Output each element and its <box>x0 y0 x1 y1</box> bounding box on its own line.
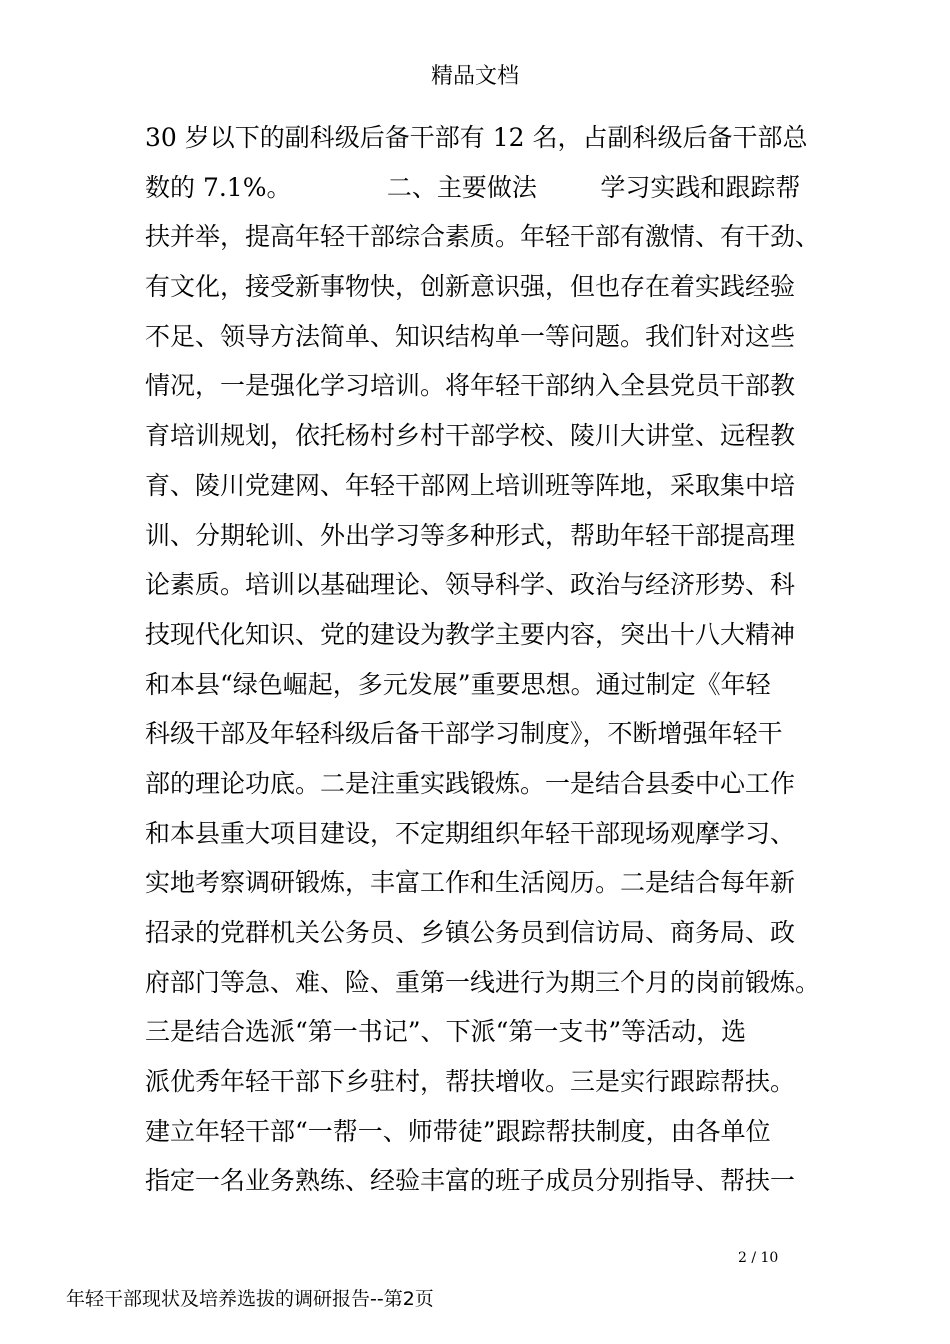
body-line: 数的 7.1%。 二、主要做法 学习实践和跟踪帮 <box>145 172 801 202</box>
body-line: 扶并举，提高年轻干部综合素质。年轻干部有激情、有干劲、 <box>145 222 821 252</box>
body-line: 情况，一是强化学习培训。将年轻干部纳入全县党员干部教 <box>145 371 796 401</box>
body-line: 府部门等急、难、险、重第一线进行为期三个月的岗前锻炼。 <box>145 967 821 997</box>
body-line: 不足、领导方法简单、知识结构单一等问题。我们针对这些 <box>145 321 796 351</box>
body-line: 训、分期轮训、外出学习等多种形式，帮助年轻干部提高理 <box>145 520 796 550</box>
body-line: 育培训规划，依托杨村乡村干部学校、陵川大讲堂、远程教 <box>145 421 796 451</box>
body-line: 30 岁以下的副科级后备干部有 12 名，占副科级后备干部总 <box>145 123 808 152</box>
body-line: 和本县“绿色崛起，多元发展”重要思想。通过制定《年轻 <box>145 669 771 699</box>
body-line: 科级干部及年轻科级后备干部学习制度》，不断增强年轻干 <box>145 719 783 749</box>
body-text <box>145 113 835 1206</box>
body-line: 实地考察调研锻炼，丰富工作和生活阅历。二是结合每年新 <box>145 868 796 898</box>
body-line: 部的理论功底。二是注重实践锻炼。一是结合县委中心工作 <box>145 768 796 798</box>
body-line: 三是结合选派“第一书记”、下派“第一支书”等活动，选 <box>145 1017 747 1047</box>
body-line: 和本县重大项目建设，不定期组织年轻干部现场观摩学习、 <box>145 818 796 848</box>
body-line: 派优秀年轻干部下乡驻村，帮扶增收。三是实行跟踪帮扶。 <box>145 1067 796 1097</box>
body-line: 指定一名业务熟练、经验丰富的班子成员分别指导、帮扶一 <box>145 1166 796 1196</box>
page-number: 2 / 10 <box>738 1250 779 1266</box>
body-line: 技现代化知识、党的建设为教学主要内容，突出十八大精神 <box>145 619 796 649</box>
body-line: 有文化，接受新事物快，创新意识强，但也存在着实践经验 <box>145 272 796 302</box>
body-line: 育、陵川党建网、年轻干部网上培训班等阵地，采取集中培 <box>145 470 796 500</box>
body-line: 论素质。培训以基础理论、领导科学、政治与经济形势、科 <box>145 570 796 600</box>
page-header-title: 精品文档 <box>430 64 519 89</box>
body-line: 招录的党群机关公务员、乡镇公务员到信访局、商务局、政 <box>145 918 796 947</box>
footer-caption: 年轻干部现状及培养选拔的调研报告--第2页 <box>66 1288 434 1310</box>
body-line: 建立年轻干部“一帮一、师带徒”跟踪帮扶制度，由各单位 <box>145 1116 771 1146</box>
